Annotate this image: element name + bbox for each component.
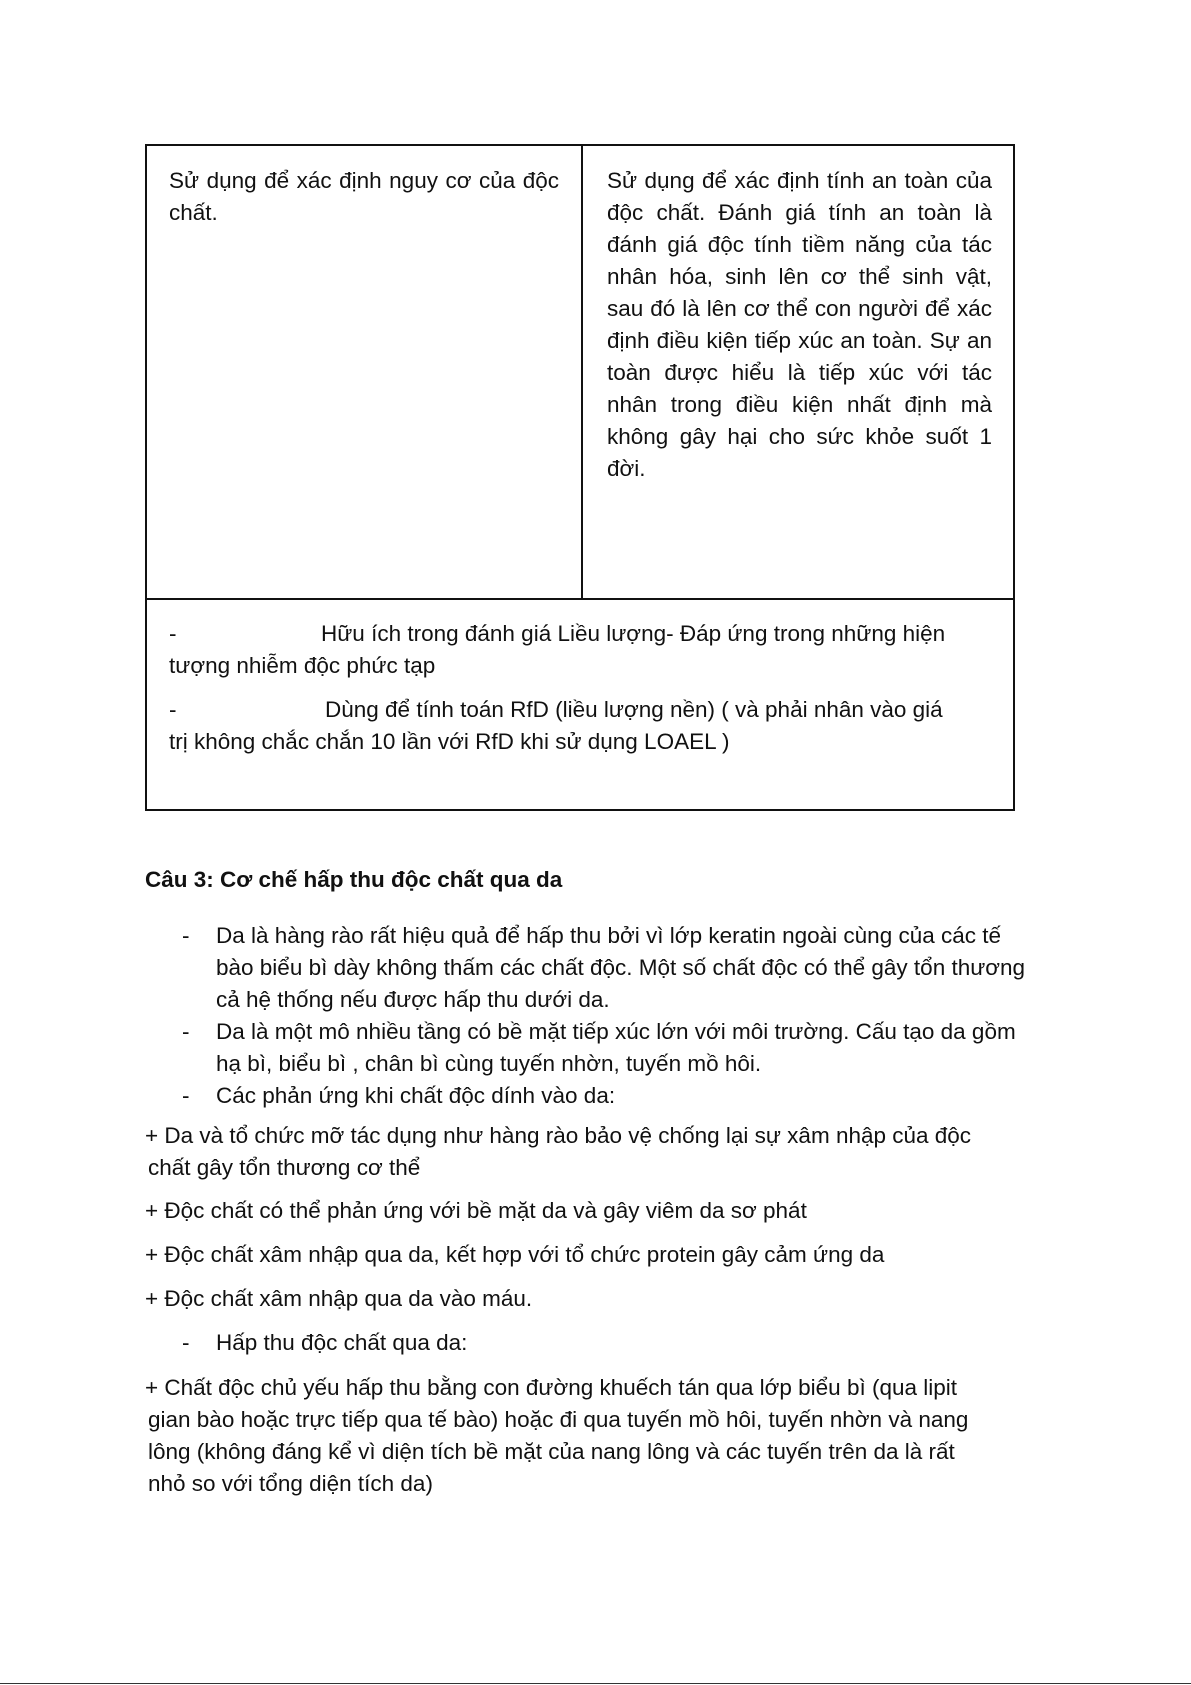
page-bottom-edge	[0, 1683, 1191, 1684]
table-cell-right: Sử dụng để xác định tính an toàn của độc chất. Đánh giá tính an toàn là đánh giá độc tính tiềm năng của tác nhân hóa, sinh lên cơ thể sinh vật, sau đó là lên cơ thể con người để xác định điều kiện tiếp xúc an toàn. Sự an toàn được hiểu là tiếp xúc với tác nhân trong điều kiện nhất định mà không gây hại cho sức khỏe suốt 1 đời.	[607, 168, 992, 481]
plus-item	[145, 1283, 1035, 1315]
table-bottom-item-line2: trị không chắc chắn 10 lần với RfD khi sử dụng LOAEL )	[169, 729, 730, 754]
final-paragraph-line4: nhỏ so với tổng diện tích da)	[148, 1471, 433, 1496]
plus-item-line1: + Độc chất xâm nhập qua da vào máu.	[145, 1286, 533, 1311]
dash-marker: -	[182, 1019, 190, 1044]
final-paragraph-line1: + Chất độc chủ yếu hấp thu bằng con đường khuếch tán qua lớp biểu bì (qua lipit	[145, 1375, 958, 1400]
table-cell-left: Sử dụng để xác định nguy cơ của độc chất.	[169, 168, 559, 225]
list-item-text: Da là hàng rào rất hiệu quả để hấp thu bởi vì lớp keratin ngoài cùng của các tế bào biểu bì dày không thấm các chất độc. Một số chất độc có thể gây tổn thương cả hệ thống nếu được hấp thu dưới da.	[216, 923, 1026, 1012]
plus-item-line2: chất gây tổn thương cơ thể	[148, 1155, 421, 1180]
table-bottom-item-line1: Dùng để tính toán RfD (liều lượng nền) ( và phải nhân vào giá	[325, 697, 943, 722]
plus-item-line1: + Độc chất có thể phản ứng với bề mặt da và gây viêm da sơ phát	[145, 1198, 807, 1223]
table-bottom-item	[169, 694, 991, 758]
final-paragraph-line2: gian bào hoặc trực tiếp qua tế bào) hoặc đi qua tuyến mồ hôi, tuyến nhờn và nang	[148, 1407, 969, 1432]
table-column-divider	[581, 146, 583, 598]
table-bottom-item-line1: Hữu ích trong đánh giá Liều lượng- Đáp ứng trong những hiện	[321, 621, 946, 646]
list-item	[145, 920, 1035, 1016]
dash-marker: -	[169, 697, 177, 722]
list-item-text: Các phản ứng khi chất độc dính vào da:	[216, 1083, 616, 1108]
bullet-list	[145, 920, 1035, 1112]
list-item-text: Da là một mô nhiều tầng có bề mặt tiếp xúc lớn với môi trường. Cấu tạo da gồm hạ bì, biểu bì , chân bì cùng tuyến nhờn, tuyến mồ hôi.	[216, 1019, 1016, 1076]
plus-item-line1: + Độc chất xâm nhập qua da, kết hợp với tổ chức protein gây cảm ứng da	[145, 1242, 885, 1267]
table-row-bottom	[169, 618, 991, 770]
final-paragraph	[145, 1372, 1035, 1500]
list-item	[145, 1080, 1035, 1112]
table-bottom-item-line2: tượng nhiễm độc phức tạp	[169, 653, 436, 678]
plus-item	[145, 1120, 1035, 1184]
bullet-list-absorb	[145, 1327, 1035, 1359]
dash-marker: -	[169, 621, 177, 646]
plus-item	[145, 1239, 1035, 1271]
table-row-top	[147, 146, 1013, 600]
dash-marker: -	[182, 1083, 190, 1108]
list-item	[145, 1327, 1035, 1359]
list-item	[145, 1016, 1035, 1080]
list-item-text: Hấp thu độc chất qua da:	[216, 1330, 468, 1355]
final-paragraph-line3: lông (không đáng kể vì diện tích bề mặt của nang lông và các tuyến trên da là rất	[148, 1439, 955, 1464]
section-heading: Câu 3: Cơ chế hấp thu độc chất qua da	[145, 867, 563, 892]
plus-item-line1: + Da và tổ chức mỡ tác dụng như hàng rào bảo vệ chống lại sự xâm nhập của độc	[145, 1123, 972, 1148]
comparison-table	[145, 144, 1015, 811]
dash-marker: -	[182, 1330, 190, 1355]
plus-item	[145, 1195, 1035, 1227]
table-bottom-item	[169, 618, 991, 682]
dash-marker: -	[182, 923, 190, 948]
